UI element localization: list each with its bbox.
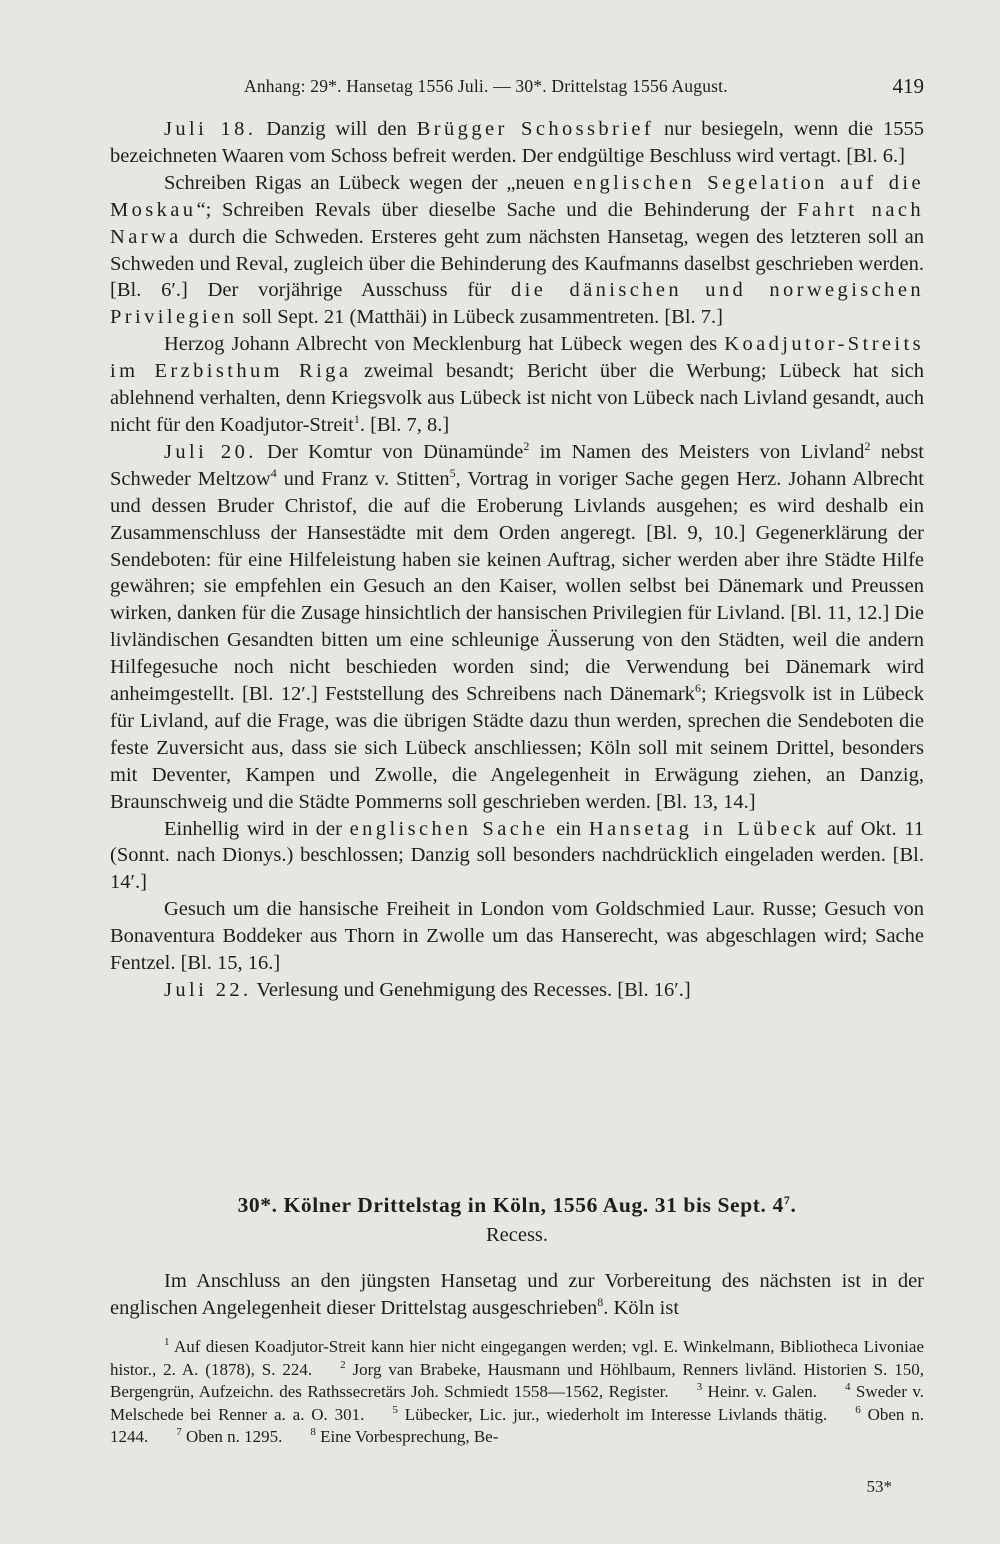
text: nur besiegeln, wenn die 1555 bezeichneten Waaren vom Schoss befreit werden. Der endgültige Beschluss wird vertagt. [Bl. 6.]: [110, 118, 924, 167]
spaced-term: Fahrt nach Narwa: [110, 198, 924, 248]
footnote-text: Oben n. 1244.: [110, 1404, 924, 1447]
footnote-text: Auf diesen Koadjutor-Streit kann hier nicht eingegangen werden; vgl. E. Winkelmann, Bibliotheca Livoniae histor., 2. A. (1878), S. 224.: [110, 1337, 924, 1379]
date-heading: Juli 20.: [164, 440, 257, 463]
text: und Franz v. Stitten: [276, 467, 450, 490]
text: Einhellig wird in der: [164, 817, 350, 840]
signature-mark: 53*: [866, 1477, 892, 1496]
text: . [Bl. 7, 8.]: [359, 413, 450, 436]
section-heading: [110, 1190, 924, 1249]
footnote-ref: 1: [353, 411, 360, 426]
paragraph-gesuch: [110, 896, 924, 977]
text: Verlesung und Genehmigung des Recesses. [Bl. 16′.]: [251, 979, 691, 1001]
text: Herzog Johann Albrecht von Mecklenburg hat Lübeck wegen des: [164, 333, 725, 356]
spaced-term: Hansetag in Lübeck: [588, 817, 820, 840]
text: soll Sept. 21 (Matthäi) in Lübeck zusammentreten. [Bl. 7.]: [237, 306, 723, 329]
spaced-term: Koadjutor-Streits im Erzbisthum Riga: [110, 333, 924, 383]
paragraph-rigas: [110, 170, 924, 331]
date-heading: Juli 22.: [164, 979, 252, 1001]
paragraph-juli-18: [110, 116, 924, 170]
footnote-ref: 4: [270, 465, 277, 480]
text: , Vortrag in voriger Sache gegen Herz. Johann Albrecht und dessen Bruder Christof, die auf die Eroberung Livlands ausgehen; es wird deshalb ein Zusammenschluss der Hansestädte mit dem Orden angeregt. [Bl. 9, 10.] Gegenerklärung der Sendeboten: für eine Hilfeleistung haben sie keinen Auftrag, sicher werden aber ihre Städte Hilfe gewähren; sie empfehlen ein Gesuch an den Kaiser, wollen selbst bei Dänemark und Preussen wirken, danken für die Zusage hinsichtlich der hansischen Privilegien für Livland. [Bl. 11, 12.] Die livländischen Gesandten bitten um eine schleunige Äusserung von den Städten, weil die andern Hilfegesuche noch nicht beschieden worden sind; die Verwendung bei Dänemark wird anheimgestellt. [Bl. 12′.] Feststellung des Schreibens nach Dänemark: [110, 467, 924, 706]
date-heading: Juli 18.: [164, 118, 257, 140]
footnote-number: 3: [696, 1381, 703, 1394]
footnote-number: 6: [855, 1403, 861, 1416]
intro-paragraph: [110, 1268, 924, 1322]
section-title-end: .: [790, 1193, 797, 1217]
paragraph-einhellig: [110, 816, 924, 897]
page-number: 419: [892, 74, 924, 98]
footnotes: [110, 1336, 924, 1449]
section-title: [110, 1190, 924, 1220]
text: Schreiben Rigas an Lübeck wegen der „neuen: [164, 171, 574, 194]
text: . Köln ist: [603, 1296, 680, 1319]
section-subtitle: Recess.: [485, 1224, 549, 1246]
footnote-text: Jorg van Brabeke, Hausmann und Höhlbaum, Renners livländ. Historien S. 150, Bergengrün, Aufzeichn. des Rathssecretärs Joh. Schmiedt 1558—1562, Register.: [110, 1359, 924, 1402]
text: ; Kriegsvolk ist in Lübeck für Livland, auf die Frage, was die übrigen Städte dazu thun werden, sprechen die Sendeboten die feste Zuversicht aus, dass sie sich Lübeck anschliessen; Köln soll mit seinem Drittel, besonders mit Deventer, Kampen und Zwolle, die Angelegenheit in Erwägung ziehen, an Danzig, Braunschweig und die Städte Pommerns soll geschrieben werden. [Bl. 13, 14.]: [110, 683, 924, 813]
text: auf Okt. 11 (Sonnt. nach Dionys.) beschlossen; Danzig soll besonders nachdrücklich eingeladen werden. [Bl. 14′.]: [110, 817, 925, 894]
main-text: [110, 116, 924, 1004]
footnote-text: Sweder v. Melschede bei Renner a. a. O. 301.: [110, 1382, 924, 1424]
footnote-number: 8: [310, 1426, 316, 1439]
text: “; Schreiben Revals über dieselbe Sache und die Behinderung der: [196, 198, 798, 221]
footnote-ref: 7: [783, 1193, 791, 1207]
page-header: [110, 74, 924, 104]
spaced-term: Brügger Schossbrief: [416, 118, 655, 140]
footnote-number: 2: [340, 1358, 346, 1371]
section-intro: [110, 1268, 924, 1322]
footnote-text: Oben n. 1295.: [181, 1427, 283, 1447]
section-title-text: 30*. Kölner Drittelstag in Köln, 1556 Aug. 31 bis Sept. 4: [237, 1193, 784, 1217]
spaced-term: englischen Sache: [349, 817, 549, 840]
footnote-block: [110, 1336, 924, 1449]
footnote-ref: 8: [597, 1294, 604, 1309]
footnote-ref: 6: [694, 681, 701, 696]
text: Gesuch um die hansische Freiheit in London vom Goldschmied Laur. Russe; Gesuch von Bonaventura Boddeker aus Thorn in Zwolle um das Hanserecht, was abgeschlagen wird; Sache Fentzel. [Bl. 15, 16.]: [110, 898, 924, 975]
footnote-text: Heinr. v. Galen.: [702, 1382, 817, 1402]
spaced-term: englischen Segelation auf die Moskau: [110, 171, 924, 221]
paragraph-juli-20: [110, 439, 924, 816]
spaced-term: die dänischen und norwegischen Privilegien: [110, 279, 924, 329]
footnote-text: Lübecker, Lic. jur., wiederholt im Interesse Livlands thätig.: [397, 1404, 828, 1424]
text: ein: [548, 817, 589, 840]
text: durch die Schweden. Ersteres geht zum nächsten Hansetag, wegen des letzteren soll an Schweden und Reval, zugleich über die Behinderung des Kaufmanns daselbst geschrieben werden. [Bl. 6′.] Der vorjährige Ausschuss für: [110, 225, 924, 302]
footnote-ref: 2: [523, 438, 530, 453]
text: Der Komtur von Dünamünde: [256, 440, 524, 463]
footnote-number: 7: [176, 1426, 182, 1439]
text: Im Anschluss an den jüngsten Hansetag und zur Vorbereitung des nächsten ist in der englischen Angelegenheit dieser Drittelstag ausgeschrieben: [110, 1270, 924, 1319]
text: zweimal besandt; Bericht über die Werbung; Lübeck hat sich ablehnend verhalten, denn Kriegsvolk aus Lübeck ist nicht von Lübeck nach Livland gesandt, auch nicht für den Koadjutor-Streit: [110, 360, 924, 436]
footnote-number: 5: [392, 1403, 398, 1416]
footnote-ref: 5: [449, 465, 456, 480]
footnote-ref: 2: [864, 438, 871, 453]
text: nebst Schweder Meltzow: [110, 440, 925, 490]
running-title: Anhang: 29*. Hansetag 1556 Juli. — 30*. Drittelstag 1556 August.: [244, 76, 728, 96]
footnote-text: Eine Vorbesprechung, Be-: [315, 1427, 499, 1447]
text: im Namen des Meisters von Livland: [529, 440, 865, 463]
footnote-number: 1: [164, 1336, 170, 1348]
paragraph-herzog: [110, 331, 924, 439]
text: Danzig will den: [256, 118, 417, 140]
paragraph-juli-22: [110, 977, 924, 1004]
footnote-number: 4: [844, 1381, 851, 1394]
